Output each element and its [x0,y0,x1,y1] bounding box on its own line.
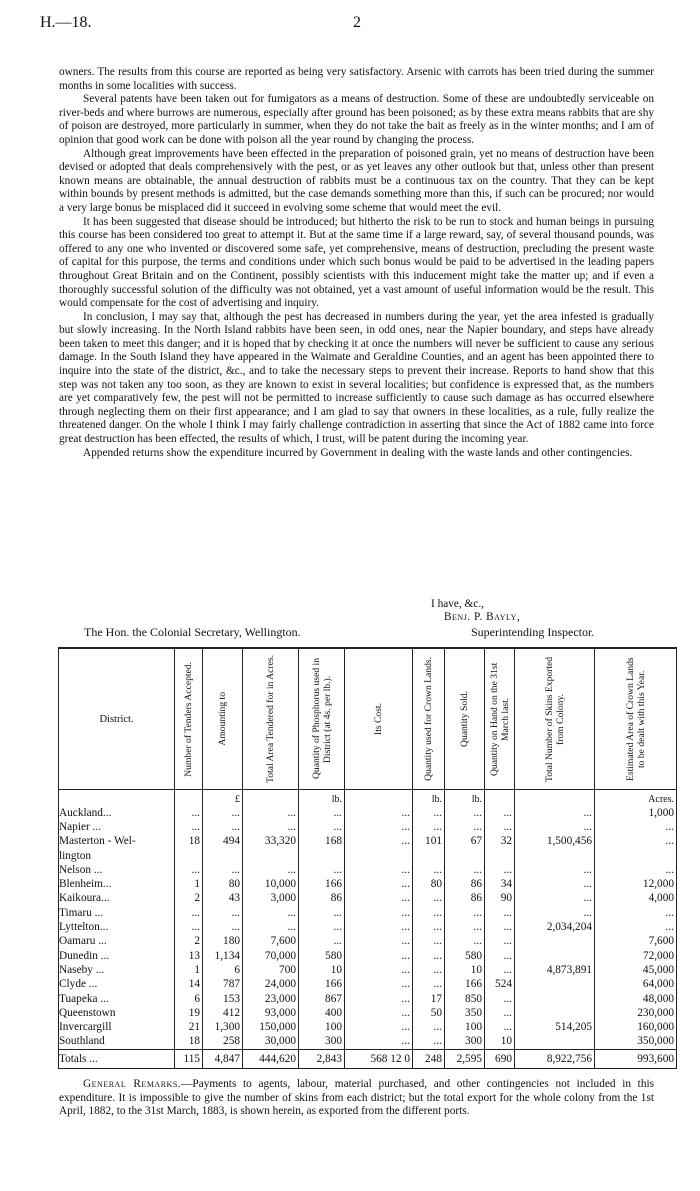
table-cell: 180 [203,935,243,949]
paragraph: Several patents have been taken out for fumigators as a means of destruction. Some of these are undoubtedly serviceable on river-beds and where burrows are numerous, especially after ground has been poisoned; as by these extra means rabbits that are shy of poison are destroyed, more particularly in summer, when they do not take the bait as freely as in the winter months; and I am of opinion that good work can be done with poison all the year round by changing the process. [59,93,654,146]
column-header: Quantity on Hand on the 31st March last. [485,648,515,790]
table-cell: ... [345,820,413,834]
table-cell: 86 [445,892,485,906]
table-cell: ... [485,920,515,934]
table-cell: 1,134 [203,949,243,963]
table-cell: 166 [299,978,345,992]
table-cell: ... [345,920,413,934]
table-row [59,1035,677,1050]
table-cell: 230,000 [595,1006,677,1020]
district-cell: Masterton - Wel- [59,835,175,849]
table-cell: 72,000 [595,949,677,963]
table-cell: 8,922,756 [515,1050,595,1069]
table-cell: 993,600 [595,1050,677,1069]
table-cell: ... [345,892,413,906]
table-cell [515,992,595,1006]
table-cell: lb. [445,790,485,807]
table-cell: 18 [175,835,203,849]
district-cell: lington [59,849,175,863]
district-cell: Auckland... [59,806,175,820]
table-cell: 21 [175,1020,203,1034]
table-cell: 1,300 [203,1020,243,1034]
table-cell: ... [203,863,243,877]
table-cell: 115 [175,1050,203,1069]
table-cell [445,849,485,863]
table-cell: ... [515,820,595,834]
table-row [59,978,677,992]
table-cell: 400 [299,1006,345,1020]
table-cell: 19 [175,1006,203,1020]
table-cell: ... [515,906,595,920]
remarks-text: —Payments to agents, labour, material purchased, and other contingencies not included in this expenditure. It is impossible to give the number of skins from each district; but the total export for the whole colony from the 1st April, 1882, to the 31st March, 1883, is shown herein, as exported from the different ports. [59,1078,655,1118]
table-cell: 1,500,456 [515,835,595,849]
table-cell [515,1006,595,1020]
table-cell: 10 [485,1035,515,1050]
column-header: Quantity of Phosphorus used in District (at 4s. per lb.). [299,648,345,790]
paragraph: Appended returns show the expenditure incurred by Government in dealing with the waste lands and other contingencies. [83,446,633,459]
table-cell: ... [515,863,595,877]
table-cell: 568 12 0 [345,1050,413,1069]
table-cell: ... [345,949,413,963]
table-cell: 6 [203,963,243,977]
table-cell: 867 [299,992,345,1006]
table-cell: 248 [413,1050,445,1069]
table-row [59,820,677,834]
table-cell: 2 [175,935,203,949]
table-cell: 86 [299,892,345,906]
table-cell [595,849,677,863]
table-cell: ... [413,1020,445,1034]
table-cell: 17 [413,992,445,1006]
units-row [59,790,677,807]
table-cell: ... [243,820,299,834]
table-cell [175,849,203,863]
table-row [59,963,677,977]
district-cell: Tuapeka ... [59,992,175,1006]
table-cell: ... [345,1006,413,1020]
table-cell: 33,320 [243,835,299,849]
table-cell: 50 [413,1006,445,1020]
table-cell: ... [413,978,445,992]
table-cell: 153 [203,992,243,1006]
report-body [59,66,654,460]
table-cell [243,790,299,807]
column-header: Total Area Tendered for in Acres. [243,648,299,790]
table-cell: ... [445,863,485,877]
table-cell: ... [595,820,677,834]
column-header: Quantity used for Crown Lands. [413,648,445,790]
totals-row [59,1050,677,1069]
table-cell: 2 [175,892,203,906]
table-cell [413,849,445,863]
table-cell: Acres. [595,790,677,807]
table-cell: 7,600 [595,935,677,949]
table-cell: 67 [445,835,485,849]
table-cell: 1 [175,877,203,891]
table-cell: ... [595,863,677,877]
column-header: Amounting to [203,648,243,790]
table-cell: 86 [445,877,485,891]
table-cell: ... [515,806,595,820]
table-row [59,935,677,949]
table-cell: 48,000 [595,992,677,1006]
table-cell: 18 [175,1035,203,1050]
table-cell: ... [485,906,515,920]
table-cell: ... [345,1020,413,1034]
table-cell: 93,000 [243,1006,299,1020]
table-cell: ... [485,963,515,977]
table-cell: ... [445,820,485,834]
signatory-title: Superintending Inspector. [471,625,595,639]
table-cell: 4,873,891 [515,963,595,977]
district-cell: Oamaru ... [59,935,175,949]
table-cell: 350 [445,1006,485,1020]
table-cell: ... [413,1035,445,1050]
table-cell: 850 [445,992,485,1006]
table-cell [203,849,243,863]
table-cell: ... [203,920,243,934]
table-cell: 690 [485,1050,515,1069]
table-cell: ... [413,863,445,877]
table-cell: ... [485,1020,515,1034]
table-cell: ... [203,820,243,834]
table-cell: 2,843 [299,1050,345,1069]
district-cell: Dunedin ... [59,949,175,963]
district-cell: Blenheim... [59,877,175,891]
table-cell [485,790,515,807]
table-cell: ... [445,806,485,820]
table-cell: 80 [413,877,445,891]
table-cell: ... [595,920,677,934]
table-cell: 100 [299,1020,345,1034]
table-cell: ... [175,920,203,934]
table-cell: 10,000 [243,877,299,891]
table-cell: ... [485,949,515,963]
table-cell: 43 [203,892,243,906]
table-cell: ... [595,906,677,920]
table-cell: 580 [299,949,345,963]
table-cell: 150,000 [243,1020,299,1034]
column-header: District. [59,648,175,790]
table-cell: ... [299,863,345,877]
table-cell: 6 [175,992,203,1006]
table-cell: ... [175,863,203,877]
table-cell [345,790,413,807]
table-cell [515,1035,595,1050]
district-cell: Nelson ... [59,863,175,877]
table-cell: 45,000 [595,963,677,977]
general-remarks [59,1078,654,1119]
table-row [59,920,677,934]
table-cell: ... [175,906,203,920]
table-cell: ... [445,920,485,934]
table-cell: ... [485,820,515,834]
table-cell: ... [345,806,413,820]
table-cell [243,849,299,863]
column-header: Estimated Area of Crown Lands to be dealt with this Year. [595,648,677,790]
closing: I have, &c., [431,598,485,610]
paragraph: owners. The results from this course are reported as being very satisfactory. Arsenic with carrots has been tried during the summer months in some localities with success. [59,66,654,92]
district-cell: Kaikoura... [59,892,175,906]
table-row [59,806,677,820]
table-cell: 64,000 [595,978,677,992]
addressee: The Hon. the Colonial Secretary, Wellington. [84,625,301,639]
table-cell [175,790,203,807]
table-cell: ... [413,806,445,820]
table-cell: 34 [485,877,515,891]
table-cell: £ [203,790,243,807]
table-row [59,949,677,963]
district-cell: Queenstown [59,1006,175,1020]
table-row [59,1006,677,1020]
remarks-label: General Remarks. [83,1078,182,1090]
table-cell: ... [345,963,413,977]
table-cell: 300 [445,1035,485,1050]
district-cell: Timaru ... [59,906,175,920]
table-cell: 2,034,204 [515,920,595,934]
table-cell: ... [485,863,515,877]
table-cell: ... [345,906,413,920]
table-cell [515,949,595,963]
table-cell: 4,847 [203,1050,243,1069]
table-cell: 70,000 [243,949,299,963]
table-cell: ... [345,992,413,1006]
column-header: Its Cost. [345,648,413,790]
table-cell: 168 [299,835,345,849]
table-header-row [59,648,677,790]
table-cell: 32 [485,835,515,849]
table-cell: 7,600 [243,935,299,949]
table-row [59,1020,677,1034]
district-cell: Totals ... [59,1050,175,1069]
table-row [59,835,677,849]
table-cell: 494 [203,835,243,849]
table-cell [515,790,595,807]
table-cell: ... [345,877,413,891]
table-cell: 1 [175,963,203,977]
table-cell: lb. [413,790,445,807]
table-cell: ... [243,863,299,877]
table-cell: ... [345,835,413,849]
table-cell: ... [413,935,445,949]
table-row [59,863,677,877]
table-cell: 100 [445,1020,485,1034]
column-header: Quantity Sold. [445,648,485,790]
table-cell: 514,205 [515,1020,595,1034]
table-cell: lb. [299,790,345,807]
district-cell: Southland [59,1035,175,1050]
district-cell: Invercargill [59,1020,175,1034]
table-cell: 524 [485,978,515,992]
table-cell: ... [345,1035,413,1050]
table-cell: ... [345,863,413,877]
table-row [59,892,677,906]
table-cell: 350,000 [595,1035,677,1050]
table-cell: ... [243,920,299,934]
table-cell [515,935,595,949]
table-cell: 160,000 [595,1020,677,1034]
table-cell: ... [413,949,445,963]
table-cell: ... [243,806,299,820]
table-cell: 580 [445,949,485,963]
table-row [59,906,677,920]
table-cell: ... [203,906,243,920]
page-number: 2 [353,14,361,31]
page-header [40,14,660,38]
column-header: Number of Tenders Accepted. [175,648,203,790]
table-cell: 787 [203,978,243,992]
table-cell: 4,000 [595,892,677,906]
table-cell: ... [413,963,445,977]
table-cell: ... [345,978,413,992]
paragraph: Although great improvements have been effected in the preparation of poisoned grain, yet no means of destruction have been devised or adopted that deals comprehensively with the pest, or as yet leaves any other outlook but that, unless other than present known means are obtainable, the annual destruction of rabbits must be a continuous tax on the country. That they can be kept within bounds by present methods is admitted, but the case demands something more than this, if such can be procured; nor would a very large bonus be misplaced did it succeed in evolving some scheme that would meet the evil. [59,147,654,214]
table-cell: ... [485,992,515,1006]
expenditure-return-table [58,647,677,1069]
table-cell: ... [413,820,445,834]
table-row [59,849,677,863]
table-cell: 101 [413,835,445,849]
table-cell: 166 [445,978,485,992]
table-cell: 12,000 [595,877,677,891]
table-cell: 24,000 [243,978,299,992]
district-cell: Napier ... [59,820,175,834]
table-cell: ... [413,892,445,906]
table-cell [299,849,345,863]
table-cell: 13 [175,949,203,963]
table-cell: ... [345,935,413,949]
table-cell: 14 [175,978,203,992]
table-cell: 412 [203,1006,243,1020]
signatory-name: Benj. P. Bayly, [444,611,521,623]
table-cell: ... [485,806,515,820]
table-cell [485,849,515,863]
table-cell: ... [445,935,485,949]
table-cell: ... [299,920,345,934]
table-cell: ... [485,935,515,949]
table-cell: 700 [243,963,299,977]
table-cell: ... [243,906,299,920]
table-row [59,877,677,891]
table-cell: 444,620 [243,1050,299,1069]
table-cell: 23,000 [243,992,299,1006]
table-cell: ... [299,906,345,920]
table-cell: ... [175,820,203,834]
table-cell: 3,000 [243,892,299,906]
table-cell: 10 [299,963,345,977]
table-cell: ... [515,877,595,891]
table-cell: ... [175,806,203,820]
table-cell: ... [203,806,243,820]
table-cell: 1,000 [595,806,677,820]
table-cell: ... [413,906,445,920]
district-cell: Clyde ... [59,978,175,992]
document-reference: H.—18. [40,14,92,31]
district-cell [59,790,175,807]
table-cell: 30,000 [243,1035,299,1050]
paragraph: It has been suggested that disease should be introduced; but hitherto the risk to be run to stock and human beings in pursuing this course has been considered too great to attempt it. But at the same time if a large reward, say, of several thousand pounds, was offered to any one who invented or discovered some safe, yet comprehensive, means of destruction, precluding the present waste of capital for this purpose, the terms and conditions under which such bonus would be paid to be advertised in the leading papers throughout Great Britain and on the Continent, possibly scientists with this inducement might take the matter up; and if even a thoroughly successful solution of the difficulty was not obtained, yet a vast amount of useful information would be the result. This would compensate for the cost of advertising and inquiry. [59,215,654,310]
district-cell: Lyttelton... [59,920,175,934]
table-cell: ... [299,820,345,834]
table-cell: ... [413,920,445,934]
table-cell: ... [299,935,345,949]
column-header: Total Number of Skins Exported from Colony. [515,648,595,790]
table-cell: 80 [203,877,243,891]
table-cell: ... [595,835,677,849]
table-cell: 300 [299,1035,345,1050]
table-cell [345,849,413,863]
table-row [59,992,677,1006]
table-cell: ... [485,1006,515,1020]
table-cell: ... [515,892,595,906]
table-cell [515,978,595,992]
table-cell: ... [445,906,485,920]
table-cell: 2,595 [445,1050,485,1069]
table-cell: 166 [299,877,345,891]
table-cell: 258 [203,1035,243,1050]
table-cell: ... [299,806,345,820]
table-cell [515,849,595,863]
table-cell: 90 [485,892,515,906]
district-cell: Naseby ... [59,963,175,977]
paragraph: In conclusion, I may say that, although the pest has decreased in numbers during the year, yet the area infested is gradually but slowly increasing. In the North Island rabbits have been seen, in odd ones, near the Napier boundary, and steps have already been taken to meet this danger; and it is hoped that by checking it at once the numbers will never be sufficient to cause any serious damage. In the South Island they have appeared in the Waimate and Geraldine Counties, and an agent has been appointed there to inquire into the state of the district, &c., and to take the necessary steps to prevent their increase. Reports to hand show that this step was not taken any too soon, as they are known to exist in several localities; but confidence is expressed that, as the numbers are yet comparatively few, the pest will not be permitted to increase sufficiently to cause such damage as has occurred elsewhere through neglecting them on their first appearance; and I am glad to say that owners in these localities, as a rule, fully realize the threatened danger. On the whole I think I may fairly challenge contradiction in asserting that since the Act of 1882 came into force great destruction has been effected, the results of which, I trust, will be patent during the incoming year. [59,310,654,446]
table-cell: 10 [445,963,485,977]
